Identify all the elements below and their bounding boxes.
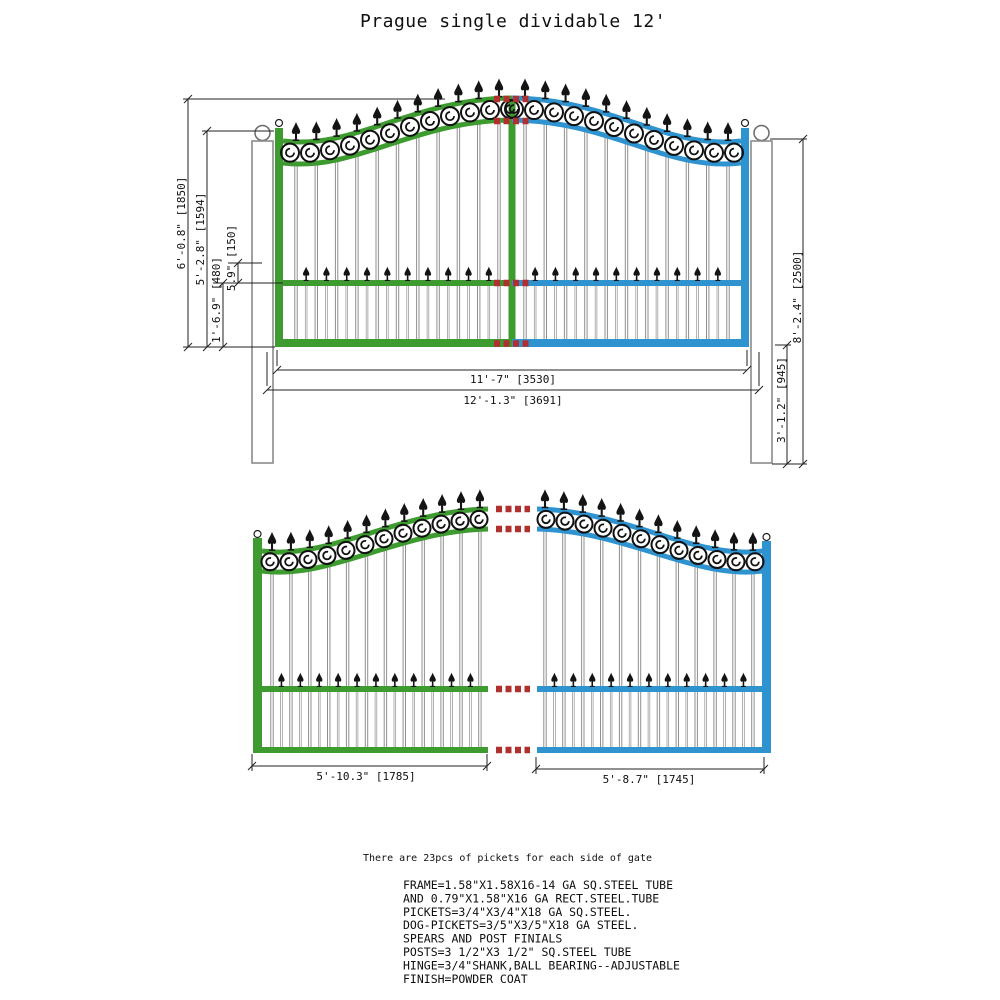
spear-finial-icon [560, 491, 568, 510]
dim-overall-width: 12'-1.3" [3691] [463, 394, 563, 407]
scroll-curl [550, 108, 558, 116]
spear-finial-icon [411, 673, 417, 687]
spear-finial-icon [715, 267, 721, 281]
top-gate-right-half [505, 78, 743, 345]
dim-right-section-width: 5'-8.7" [1745] [602, 773, 696, 786]
spear-finial-icon [476, 489, 484, 508]
spear-finial-icon [704, 121, 712, 140]
scroll-curl [580, 520, 588, 528]
spear-finial-icon [608, 673, 614, 687]
scroll-ring [341, 137, 359, 155]
scroll-ring [625, 125, 643, 143]
scroll-ring [614, 525, 631, 542]
scroll-ring [705, 144, 723, 162]
panel-body [537, 489, 764, 753]
left-stile [275, 128, 283, 347]
spear-finial-icon [278, 673, 284, 687]
spear-finial-icon [335, 673, 341, 687]
scroll-curl [386, 129, 394, 137]
spear-finial-icon [573, 267, 579, 281]
spear-finial-icon [570, 673, 576, 687]
spear-finial-icon [364, 267, 370, 281]
scroll-curl [326, 146, 334, 154]
spear-finial-icon [593, 267, 599, 281]
bottom-rail [512, 339, 749, 347]
scroll-curl [656, 541, 664, 549]
spear-finial-icon [373, 106, 381, 125]
scroll-ring [361, 131, 379, 149]
scroll-ring [709, 551, 726, 568]
scroll-curl [399, 529, 407, 537]
scroll-curl [323, 552, 331, 560]
spear-finial-icon [495, 78, 503, 97]
scroll-curl [437, 520, 445, 528]
spear-finial-icon [400, 503, 408, 522]
post-body [252, 141, 273, 463]
spear-finial-icon [635, 508, 643, 527]
right-stile [741, 128, 749, 347]
scroll-curl [690, 146, 698, 154]
scroll-curl [570, 112, 578, 120]
scroll-curl [486, 106, 494, 114]
spear-finial-icon [721, 673, 727, 687]
spec-line: DOG-PICKETS=3/5"X3/5"X18 GA STEEL. [403, 918, 639, 933]
scroll-ring [652, 536, 669, 553]
bottom-rail [253, 747, 488, 753]
dim-overall-gate-height: 6'-0.8" [1850] [175, 176, 188, 270]
scroll-curl [346, 142, 354, 150]
spear-finial-icon [646, 673, 652, 687]
spear-finial-icon [598, 498, 606, 517]
scroll-curl [675, 547, 683, 555]
spear-finial-icon [353, 113, 361, 132]
stile-ball-icon [742, 120, 749, 127]
scroll-curl [650, 136, 658, 144]
spear-finial-icon [730, 532, 738, 551]
scroll-ring [557, 513, 574, 530]
hinge-stile [253, 538, 262, 753]
spear-finial-icon [438, 494, 446, 513]
scroll-ring [381, 124, 399, 142]
spear-finial-icon [541, 489, 549, 508]
scroll-curl [304, 556, 312, 564]
spear-finial-icon [541, 80, 549, 99]
spear-finial-icon [643, 107, 651, 126]
spear-finial-icon [486, 267, 492, 281]
scroll-ring [605, 118, 623, 136]
scroll-curl [599, 524, 607, 532]
scroll-ring [319, 547, 336, 564]
scroll-curl [590, 117, 598, 125]
spear-finial-icon [445, 267, 451, 281]
scroll-ring [525, 101, 543, 119]
spear-finial-icon [404, 267, 410, 281]
scroll-curl [730, 149, 738, 157]
scroll-curl [710, 149, 718, 157]
dim-post-lower: 3'-1.2" [945] [775, 356, 788, 444]
scroll-ring [401, 118, 419, 136]
scroll-curl [610, 123, 618, 131]
scroll-curl [361, 541, 369, 549]
spear-finial-icon [303, 267, 309, 281]
picket-count-note: There are 23pcs of pickets for each side of gate [363, 853, 652, 864]
scroll-ring [645, 131, 663, 149]
spear-finial-icon [434, 88, 442, 107]
scroll-ring [461, 103, 479, 121]
spear-finial-icon [521, 78, 529, 97]
center-stile [509, 99, 516, 347]
spear-finial-icon [316, 673, 322, 687]
spear-finial-icon [287, 532, 295, 551]
bottom-rail [537, 747, 771, 753]
scroll-curl [466, 108, 474, 116]
page-title: Prague single dividable 12' [359, 11, 667, 32]
bottom-rail [275, 339, 512, 347]
spec-lines [403, 878, 680, 986]
scroll-curl [630, 129, 638, 137]
spear-finial-icon [694, 267, 700, 281]
spear-finial-icon [292, 122, 300, 141]
spear-finial-icon [297, 673, 303, 687]
spear-finial-icon [325, 525, 333, 544]
spear-finial-icon [622, 100, 630, 119]
spear-finial-icon [582, 88, 590, 107]
scroll-ring [565, 107, 583, 125]
scroll-curl [266, 558, 274, 566]
scroll-ring [685, 141, 703, 159]
scroll-curl [366, 136, 374, 144]
scroll-ring [725, 144, 743, 162]
scroll-ring [671, 542, 688, 559]
scroll-curl [475, 516, 483, 524]
scroll-curl [618, 529, 626, 537]
dim-lower-section-height: 1'-6.9" [480] [210, 256, 223, 344]
spear-finial-icon [561, 83, 569, 102]
scroll-curl [426, 117, 434, 125]
scroll-curl [456, 517, 464, 525]
spear-finial-icon [724, 122, 732, 141]
spear-finial-icon [312, 121, 320, 140]
spear-finial-icon [589, 673, 595, 687]
spec-line: FRAME=1.58"X1.58X16-14 GA SQ.STEEL TUBE [403, 878, 674, 892]
spear-finial-icon [740, 673, 746, 687]
scroll-curl [542, 516, 550, 524]
scroll-ring [433, 516, 450, 533]
scroll-curl [418, 524, 426, 532]
stile-ball-icon [763, 534, 770, 541]
spear-finial-icon [673, 520, 681, 539]
scroll-ring [281, 553, 298, 570]
spear-finial-icon [393, 100, 401, 119]
notes-block [363, 853, 680, 986]
dim-left-section-width: 5'-10.3" [1785] [316, 770, 416, 783]
scroll-ring [300, 551, 317, 568]
scroll-ring [321, 141, 339, 159]
scroll-ring [481, 101, 499, 119]
spear-finial-icon [683, 118, 691, 137]
scroll-ring [357, 536, 374, 553]
spear-finial-icon [384, 267, 390, 281]
spear-finial-icon [429, 673, 435, 687]
scroll-ring [338, 542, 355, 559]
spec-line: PICKETS=3/4"X3/4"X18 GA SQ.STEEL. [403, 904, 632, 919]
scroll-ring [747, 553, 764, 570]
spear-finial-icon [454, 83, 462, 102]
spear-finial-icon [749, 532, 757, 551]
scroll-curl [637, 535, 645, 543]
scroll-curl [751, 558, 759, 566]
spear-finial-icon [552, 267, 558, 281]
spear-finial-icon [602, 94, 610, 113]
left-post [252, 126, 273, 464]
bottom-left-panel [253, 489, 488, 753]
scroll-ring [376, 530, 393, 547]
spear-finial-icon [392, 673, 398, 687]
stile-ball-icon [276, 120, 283, 127]
scroll-curl [286, 149, 294, 157]
scroll-ring [585, 112, 603, 130]
scroll-ring [395, 525, 412, 542]
post-ball-finial-icon [255, 126, 270, 141]
spear-finial-icon [354, 673, 360, 687]
spear-finial-icon [616, 503, 624, 522]
spear-finial-icon [579, 494, 587, 513]
spec-line: HINGE=3/4"SHANK,BALL BEARING--ADJUSTABLE [403, 958, 680, 973]
post-body [751, 141, 772, 463]
scroll-ring [576, 516, 593, 533]
scroll-ring [441, 107, 459, 125]
spear-finial-icon [373, 673, 379, 687]
scroll-curl [670, 142, 678, 150]
spear-finial-icon [692, 525, 700, 544]
scroll-ring [538, 511, 555, 528]
scroll-curl [732, 558, 740, 566]
spec-line: SPEARS AND POST FINIALS [403, 931, 563, 946]
scroll-ring [262, 553, 279, 570]
scroll-ring [633, 530, 650, 547]
spear-finial-icon [674, 267, 680, 281]
scroll-curl [306, 149, 314, 157]
scroll-ring [281, 144, 299, 162]
spec-line: AND 0.79"X1.58"X16 GA RECT.STEEL.TUBE [403, 891, 660, 906]
spear-finial-icon [627, 673, 633, 687]
spear-finial-icon [419, 498, 427, 517]
spear-finial-icon [457, 491, 465, 510]
spear-finial-icon [362, 514, 370, 533]
spear-finial-icon [344, 267, 350, 281]
scroll-ring [452, 513, 469, 530]
cut-marks [496, 509, 530, 750]
dim-gate-leaf-width: 11'-7" [3530] [469, 373, 557, 386]
spear-finial-icon [268, 532, 276, 551]
spear-finial-icon [475, 80, 483, 99]
spear-finial-icon [332, 118, 340, 137]
scroll-ring [414, 520, 431, 537]
spear-finial-icon [654, 514, 662, 533]
spear-finial-icon [633, 267, 639, 281]
dim-finial-height: 5.9" [150] [225, 224, 238, 292]
post-ball-finial-icon [754, 126, 769, 141]
spear-finial-icon [448, 673, 454, 687]
scroll-curl [713, 556, 721, 564]
scroll-curl [561, 517, 569, 525]
scroll-ring [665, 137, 683, 155]
spear-finial-icon [465, 267, 471, 281]
scroll-curl [694, 552, 702, 560]
spec-line: FINISH=POWDER COAT [403, 971, 528, 986]
scroll-curl [406, 123, 414, 131]
spear-finial-icon [613, 267, 619, 281]
scroll-curl [285, 558, 293, 566]
spear-finial-icon [654, 267, 660, 281]
scroll-ring [595, 520, 612, 537]
top-gate-assembly [275, 78, 749, 347]
spec-line: POSTS=3 1/2"X3 1/2" SQ.STEEL TUBE [403, 945, 632, 959]
spear-finial-icon [414, 93, 422, 112]
scroll-ring [690, 547, 707, 564]
spear-finial-icon [684, 673, 690, 687]
mid-rail [283, 280, 512, 286]
right-post [751, 126, 772, 464]
spear-finial-icon [467, 673, 473, 687]
spear-finial-icon [532, 267, 538, 281]
panel-body [262, 489, 489, 753]
scroll-ring [545, 103, 563, 121]
top-gate-left-half [281, 78, 519, 345]
scroll-ring [421, 112, 439, 130]
spear-finial-icon [425, 267, 431, 281]
dim-post-total-height: 8'-2.4" [2500] [791, 250, 804, 344]
mid-rail [512, 280, 741, 286]
spear-finial-icon [343, 520, 351, 539]
hinge-stile [762, 541, 771, 753]
spear-finial-icon [711, 529, 719, 548]
spear-finial-icon [323, 267, 329, 281]
scroll-ring [301, 144, 319, 162]
scroll-ring [471, 511, 488, 528]
scroll-curl [446, 112, 454, 120]
spear-finial-icon [663, 113, 671, 132]
spear-finial-icon [551, 673, 557, 687]
scroll-curl [530, 106, 538, 114]
spear-finial-icon [665, 673, 671, 687]
scroll-curl [380, 535, 388, 543]
dim-side-height: 5'-2.8" [1594] [194, 192, 207, 286]
spear-finial-icon [381, 508, 389, 527]
scroll-curl [342, 547, 350, 555]
spear-finial-icon [306, 529, 314, 548]
stile-ball-icon [254, 531, 261, 538]
bottom-right-panel [537, 489, 771, 753]
spear-finial-icon [702, 673, 708, 687]
scroll-ring [728, 553, 745, 570]
